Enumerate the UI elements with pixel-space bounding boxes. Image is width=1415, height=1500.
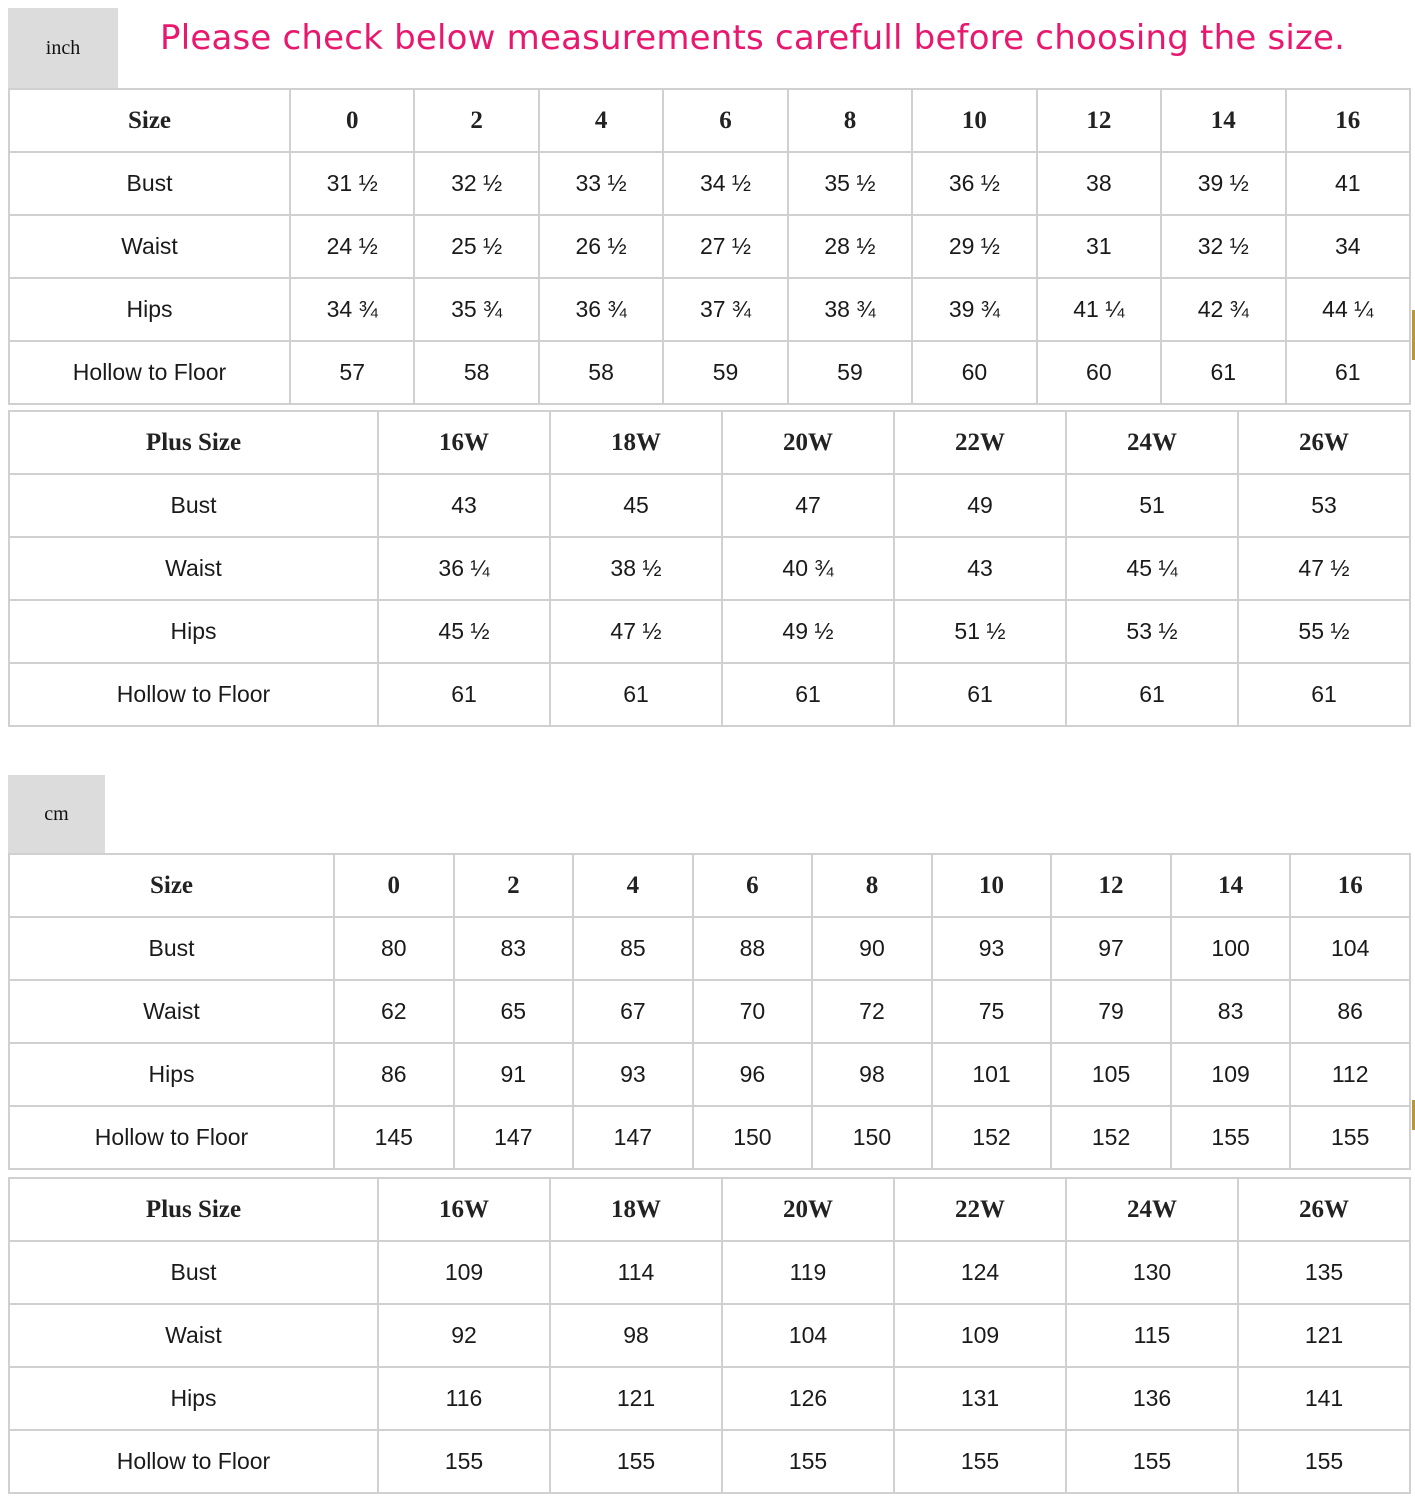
- measurement-value-cell: 155: [723, 1431, 895, 1494]
- table-row: [10, 1305, 1411, 1368]
- measurement-value-cell: 91: [455, 1044, 575, 1107]
- measurement-value-cell: 35 ¾: [415, 279, 539, 342]
- size-header-cell: 12: [1052, 855, 1172, 918]
- measurement-value-cell: 80: [335, 918, 455, 981]
- measurement-value-cell: 39 ¾: [913, 279, 1037, 342]
- measurement-value-cell: 29 ½: [913, 216, 1037, 279]
- table-row: [10, 475, 1411, 538]
- table-header-row: [10, 90, 1411, 153]
- measurement-value-cell: 45: [551, 475, 723, 538]
- measurement-value-cell: 49 ½: [723, 601, 895, 664]
- measurement-label-cell: Hollow to Floor: [10, 1431, 379, 1494]
- measurement-value-cell: 100: [1172, 918, 1292, 981]
- measurement-value-cell: 61: [895, 664, 1067, 727]
- measurement-value-cell: 147: [574, 1107, 694, 1170]
- measurement-value-cell: 155: [1239, 1431, 1411, 1494]
- size-header-cell: 14: [1172, 855, 1292, 918]
- measurement-value-cell: 150: [694, 1107, 814, 1170]
- size-header-cell: 22W: [895, 1179, 1067, 1242]
- size-header-cell: 4: [574, 855, 694, 918]
- measurement-value-cell: 61: [1162, 342, 1286, 405]
- size-header-cell: 16W: [379, 1179, 551, 1242]
- measurement-value-cell: 98: [813, 1044, 933, 1107]
- table-header-row: [10, 855, 1411, 918]
- measurement-value-cell: 31: [1038, 216, 1162, 279]
- size-header-cell: 16: [1291, 855, 1411, 918]
- measurement-value-cell: 115: [1067, 1305, 1239, 1368]
- measurement-label-cell: Hips: [10, 1044, 335, 1107]
- measurement-value-cell: 65: [455, 981, 575, 1044]
- measurement-value-cell: 145: [335, 1107, 455, 1170]
- size-header-cell: 20W: [723, 412, 895, 475]
- measurement-value-cell: 109: [1172, 1044, 1292, 1107]
- size-header-cell: 26W: [1239, 1179, 1411, 1242]
- measurement-value-cell: 105: [1052, 1044, 1172, 1107]
- measurement-value-cell: 26 ½: [540, 216, 664, 279]
- size-header-cell: 4: [540, 90, 664, 153]
- measurement-value-cell: 49: [895, 475, 1067, 538]
- measurement-value-cell: 135: [1239, 1242, 1411, 1305]
- measurement-label-cell: Bust: [10, 153, 291, 216]
- measurement-value-cell: 96: [694, 1044, 814, 1107]
- measurement-value-cell: 121: [1239, 1305, 1411, 1368]
- measurement-value-cell: 36 ¾: [540, 279, 664, 342]
- measurement-value-cell: 83: [1172, 981, 1292, 1044]
- measurement-value-cell: 150: [813, 1107, 933, 1170]
- measurement-value-cell: 155: [379, 1431, 551, 1494]
- cm-tab: [8, 775, 105, 853]
- size-header-cell: 6: [694, 855, 814, 918]
- measurement-label-cell: Hips: [10, 279, 291, 342]
- size-header-cell: 24W: [1067, 1179, 1239, 1242]
- measurement-value-cell: 61: [379, 664, 551, 727]
- size-header-cell: 10: [913, 90, 1037, 153]
- measurement-value-cell: 47: [723, 475, 895, 538]
- header-label-cell: Size: [10, 90, 291, 153]
- measurement-value-cell: 28 ½: [789, 216, 913, 279]
- measurement-value-cell: 155: [1172, 1107, 1292, 1170]
- table-row: [10, 981, 1411, 1044]
- measurement-label-cell: Bust: [10, 1242, 379, 1305]
- measurement-label-cell: Hips: [10, 1368, 379, 1431]
- table-row: [10, 1107, 1411, 1170]
- measurement-value-cell: 47 ½: [1239, 538, 1411, 601]
- measurement-value-cell: 104: [1291, 918, 1411, 981]
- measurement-value-cell: 38 ½: [551, 538, 723, 601]
- measurement-value-cell: 114: [551, 1242, 723, 1305]
- measurement-value-cell: 98: [551, 1305, 723, 1368]
- size-header-cell: 18W: [551, 1179, 723, 1242]
- size-header-cell: 20W: [723, 1179, 895, 1242]
- measurement-value-cell: 75: [933, 981, 1053, 1044]
- measurement-value-cell: 59: [664, 342, 788, 405]
- measurement-value-cell: 62: [335, 981, 455, 1044]
- measurement-value-cell: 53 ½: [1067, 601, 1239, 664]
- measurement-value-cell: 34: [1287, 216, 1412, 279]
- measurement-value-cell: 61: [1239, 664, 1411, 727]
- cm-tab-label: cm: [44, 802, 69, 825]
- size-header-cell: 2: [455, 855, 575, 918]
- measurement-label-cell: Waist: [10, 1305, 379, 1368]
- measurement-label-cell: Hollow to Floor: [10, 1107, 335, 1170]
- size-header-cell: 10: [933, 855, 1053, 918]
- measurement-value-cell: 60: [913, 342, 1037, 405]
- measurement-value-cell: 97: [1052, 918, 1172, 981]
- measurement-value-cell: 51 ½: [895, 601, 1067, 664]
- measurement-value-cell: 24 ½: [291, 216, 415, 279]
- measurement-value-cell: 34 ¾: [291, 279, 415, 342]
- measurement-value-cell: 126: [723, 1368, 895, 1431]
- measurement-label-cell: Hollow to Floor: [10, 342, 291, 405]
- table-header-row: [10, 1179, 1411, 1242]
- measurement-value-cell: 25 ½: [415, 216, 539, 279]
- measurement-value-cell: 44 ¼: [1287, 279, 1412, 342]
- measurement-value-cell: 155: [895, 1431, 1067, 1494]
- measurement-value-cell: 147: [455, 1107, 575, 1170]
- size-header-cell: 18W: [551, 412, 723, 475]
- inch-standard-size-table: [8, 88, 1411, 405]
- measurement-value-cell: 152: [1052, 1107, 1172, 1170]
- measurement-value-cell: 38: [1038, 153, 1162, 216]
- measurement-value-cell: 32 ½: [1162, 216, 1286, 279]
- measurement-value-cell: 86: [335, 1044, 455, 1107]
- measurement-label-cell: Waist: [10, 216, 291, 279]
- measurement-value-cell: 38 ¾: [789, 279, 913, 342]
- cm-plus-size-table: [8, 1177, 1411, 1494]
- size-header-cell: 22W: [895, 412, 1067, 475]
- measurement-value-cell: 60: [1038, 342, 1162, 405]
- size-header-cell: 8: [789, 90, 913, 153]
- measurement-value-cell: 92: [379, 1305, 551, 1368]
- measurement-value-cell: 58: [415, 342, 539, 405]
- measurement-value-cell: 67: [574, 981, 694, 1044]
- measurement-value-cell: 155: [1067, 1431, 1239, 1494]
- table-row: [10, 279, 1411, 342]
- table-row: [10, 601, 1411, 664]
- measurement-value-cell: 37 ¾: [664, 279, 788, 342]
- measurement-value-cell: 83: [455, 918, 575, 981]
- measurement-label-cell: Hips: [10, 601, 379, 664]
- size-header-cell: 26W: [1239, 412, 1411, 475]
- inch-tab: [8, 8, 118, 88]
- table-header-row: [10, 412, 1411, 475]
- measurement-value-cell: 59: [789, 342, 913, 405]
- measurement-value-cell: 119: [723, 1242, 895, 1305]
- size-header-cell: 24W: [1067, 412, 1239, 475]
- header-label-cell: Size: [10, 855, 335, 918]
- table-row: [10, 216, 1411, 279]
- measurement-value-cell: 41: [1287, 153, 1412, 216]
- measurement-value-cell: 90: [813, 918, 933, 981]
- table-row: [10, 1368, 1411, 1431]
- measurement-value-cell: 141: [1239, 1368, 1411, 1431]
- measurement-label-cell: Bust: [10, 475, 379, 538]
- measurement-value-cell: 93: [574, 1044, 694, 1107]
- measurement-value-cell: 27 ½: [664, 216, 788, 279]
- header-label-cell: Plus Size: [10, 1179, 379, 1242]
- measurement-value-cell: 86: [1291, 981, 1411, 1044]
- table-row: [10, 153, 1411, 216]
- measurement-value-cell: 93: [933, 918, 1053, 981]
- measurement-value-cell: 31 ½: [291, 153, 415, 216]
- measurement-value-cell: 57: [291, 342, 415, 405]
- measurement-value-cell: 131: [895, 1368, 1067, 1431]
- measurement-value-cell: 42 ¾: [1162, 279, 1286, 342]
- table-row: [10, 538, 1411, 601]
- measurement-notice: Please check below measurements carefull before choosing the size.: [160, 18, 1346, 58]
- measurement-value-cell: 155: [1291, 1107, 1411, 1170]
- measurement-value-cell: 79: [1052, 981, 1172, 1044]
- measurement-value-cell: 33 ½: [540, 153, 664, 216]
- size-header-cell: 6: [664, 90, 788, 153]
- measurement-value-cell: 116: [379, 1368, 551, 1431]
- size-header-cell: 2: [415, 90, 539, 153]
- measurement-value-cell: 36 ¼: [379, 538, 551, 601]
- header-label-cell: Plus Size: [10, 412, 379, 475]
- measurement-value-cell: 43: [895, 538, 1067, 601]
- measurement-value-cell: 136: [1067, 1368, 1239, 1431]
- measurement-value-cell: 101: [933, 1044, 1053, 1107]
- measurement-value-cell: 41 ¼: [1038, 279, 1162, 342]
- measurement-value-cell: 35 ½: [789, 153, 913, 216]
- measurement-value-cell: 61: [723, 664, 895, 727]
- size-header-cell: 14: [1162, 90, 1286, 153]
- measurement-value-cell: 152: [933, 1107, 1053, 1170]
- measurement-value-cell: 43: [379, 475, 551, 538]
- measurement-value-cell: 72: [813, 981, 933, 1044]
- measurement-value-cell: 112: [1291, 1044, 1411, 1107]
- size-header-cell: 16: [1287, 90, 1412, 153]
- table-row: [10, 1044, 1411, 1107]
- measurement-value-cell: 109: [895, 1305, 1067, 1368]
- measurement-value-cell: 88: [694, 918, 814, 981]
- table-row: [10, 1431, 1411, 1494]
- table-row: [10, 1242, 1411, 1305]
- table-row: [10, 342, 1411, 405]
- table-row: [10, 918, 1411, 981]
- measurement-label-cell: Bust: [10, 918, 335, 981]
- measurement-value-cell: 124: [895, 1242, 1067, 1305]
- measurement-value-cell: 58: [540, 342, 664, 405]
- measurement-value-cell: 47 ½: [551, 601, 723, 664]
- measurement-value-cell: 61: [1287, 342, 1412, 405]
- measurement-value-cell: 109: [379, 1242, 551, 1305]
- measurement-value-cell: 36 ½: [913, 153, 1037, 216]
- measurement-value-cell: 70: [694, 981, 814, 1044]
- measurement-value-cell: 45 ¼: [1067, 538, 1239, 601]
- measurement-label-cell: Waist: [10, 538, 379, 601]
- measurement-value-cell: 104: [723, 1305, 895, 1368]
- measurement-value-cell: 85: [574, 918, 694, 981]
- measurement-value-cell: 32 ½: [415, 153, 539, 216]
- measurement-value-cell: 40 ¾: [723, 538, 895, 601]
- inch-tab-label: inch: [45, 36, 81, 59]
- size-header-cell: 0: [291, 90, 415, 153]
- size-header-cell: 12: [1038, 90, 1162, 153]
- measurement-value-cell: 61: [1067, 664, 1239, 727]
- measurement-value-cell: 51: [1067, 475, 1239, 538]
- measurement-value-cell: 121: [551, 1368, 723, 1431]
- measurement-value-cell: 130: [1067, 1242, 1239, 1305]
- measurement-value-cell: 61: [551, 664, 723, 727]
- measurement-value-cell: 53: [1239, 475, 1411, 538]
- measurement-label-cell: Waist: [10, 981, 335, 1044]
- size-header-cell: 0: [335, 855, 455, 918]
- measurement-value-cell: 45 ½: [379, 601, 551, 664]
- table-row: [10, 664, 1411, 727]
- measurement-value-cell: 34 ½: [664, 153, 788, 216]
- measurement-value-cell: 39 ½: [1162, 153, 1286, 216]
- measurement-value-cell: 55 ½: [1239, 601, 1411, 664]
- cm-standard-size-table: [8, 853, 1411, 1170]
- measurement-value-cell: 155: [551, 1431, 723, 1494]
- size-header-cell: 16W: [379, 412, 551, 475]
- inch-plus-size-table: [8, 410, 1411, 727]
- measurement-label-cell: Hollow to Floor: [10, 664, 379, 727]
- size-header-cell: 8: [813, 855, 933, 918]
